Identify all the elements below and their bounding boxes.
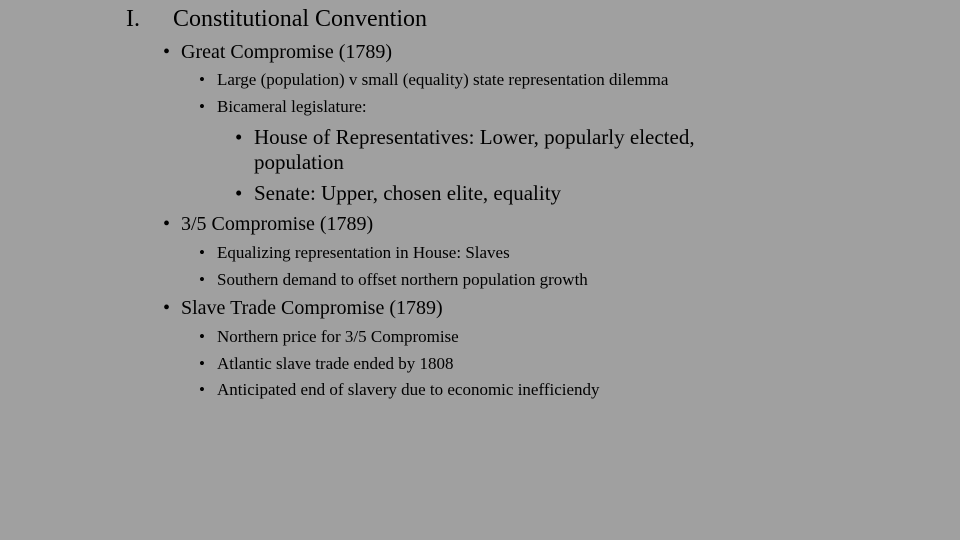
subpoint-senate: Senate: Upper, chosen elite, equality (254, 181, 562, 205)
bullet-icon: • (235, 125, 243, 149)
bullet-icon: • (199, 97, 205, 116)
section-label-three-fifths-compromise: 3/5 Compromise (1789) (181, 213, 374, 235)
point-bicameral-legislature: Bicameral legislature: (217, 97, 367, 116)
section-label-great-compromise: Great Compromise (1789) (181, 41, 393, 63)
point-southern-demand: Southern demand to offset northern population growth (217, 270, 588, 289)
bullet-icon: • (199, 70, 205, 89)
point-equalizing-representation: Equalizing representation in House: Slaves (217, 243, 510, 262)
subpoint-house-of-representatives: House of Representatives: Lower, popularly elected, (254, 125, 695, 149)
point-anticipated-end: Anticipated end of slavery due to economic inefficiendy (217, 380, 600, 399)
point-slave-trade-ended: Atlantic slave trade ended by 1808 (217, 354, 454, 373)
bullet-icon: • (199, 327, 205, 346)
bullet-icon: • (235, 181, 243, 205)
section-label-slave-trade-compromise: Slave Trade Compromise (1789) (181, 297, 443, 319)
heading-numeral: I. (126, 6, 140, 32)
bullet-icon: • (199, 354, 205, 373)
bullet-icon: • (163, 41, 171, 63)
bullet-icon: • (163, 213, 171, 235)
subpoint-house-of-representatives-cont: population (254, 150, 344, 174)
slide-heading (126, 4, 427, 34)
point-representation-dilemma: Large (population) v small (equality) state representation dilemma (217, 70, 669, 89)
point-northern-price: Northern price for 3/5 Compromise (217, 327, 459, 346)
bullet-icon: • (163, 297, 171, 319)
bullet-icon: • (199, 270, 205, 289)
heading-title: Constitutional Convention (173, 6, 428, 32)
bullet-icon: • (199, 380, 205, 399)
bullet-icon: • (199, 243, 205, 262)
